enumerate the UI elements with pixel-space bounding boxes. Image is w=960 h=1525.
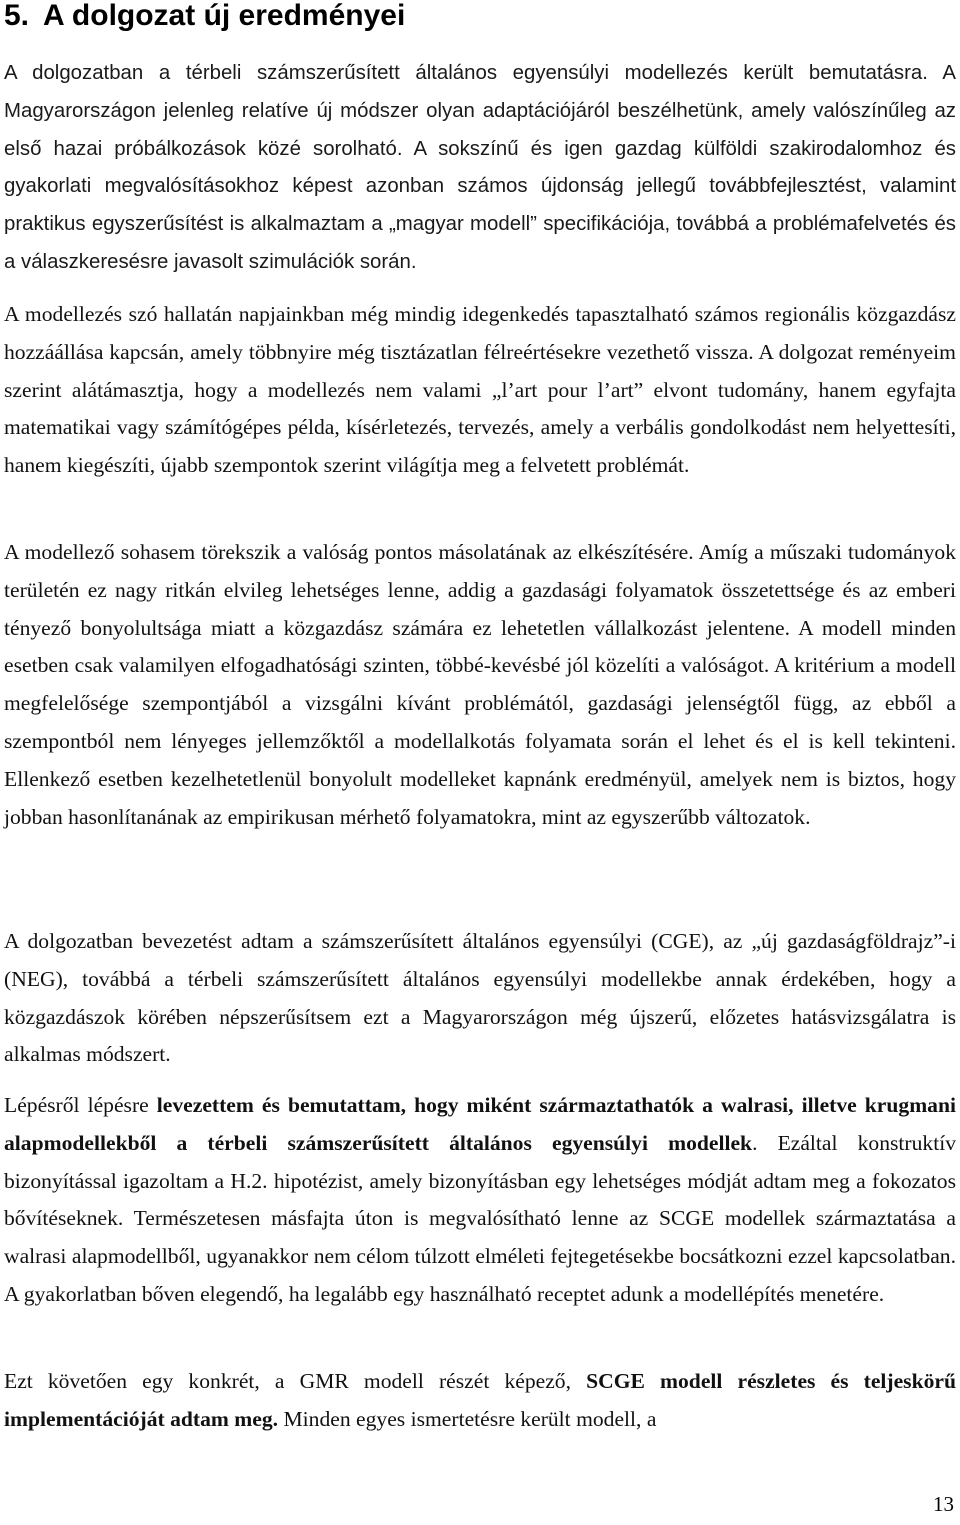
paragraph-4: A dolgozatban bevezetést adtam a számszerűsített általános egyensúlyi (CGE), az „új gazdaságföldrajz”-i (NEG), továbbá a térbeli számszerűsített általános egyensúlyi modellekbe annak érdekében, hogy a közgazdászok körében népszerűsítsem ezt a Magyarországon még újszerű, előzetes hatásvizsgálatra is alkalmas módszert. bbox=[4, 929, 956, 1067]
paragraph-1-part-1: A dolgozatban a térbeli számszerűsített általános egyensúlyi modellezés került bemutatásra. A Magyarországon jelenleg relatíve új módszer olyan adaptációjáról beszélhetünk, amely valószínűleg az első hazai próbálkozások közé sorolható. bbox=[4, 62, 956, 160]
section-title: A dolgozat új eredményei bbox=[43, 0, 406, 32]
section-number: 5. bbox=[4, 0, 30, 32]
paragraph-5-bold: levezettem és bemutattam, hogy miként származtathatók a walrasi, illetve krugmani alapmodellekből a térbeli számszerűsített általános egyensúlyi modellek bbox=[4, 1093, 956, 1155]
page-number: 13 bbox=[933, 1492, 954, 1516]
paragraph-6-bold: SCGE modell részletes és teljeskörű implementációját adtam meg. bbox=[4, 1369, 956, 1431]
paragraph-6 bbox=[4, 1363, 956, 1439]
paragraph-6-rest: Minden egyes ismertetésre került modell, a bbox=[278, 1406, 657, 1431]
paragraph-5 bbox=[4, 1087, 956, 1314]
section-heading bbox=[4, 0, 405, 34]
paragraph-1-part-2: A sokszínű és igen gazdag külföldi szakirodalomhoz és gyakorlati megvalósításokhoz képest azonban számos újdonság jellegű továbbfejlesztést, valamint praktikus egyszerűsítést is alkalmaztam a „magyar modell” specifikációja, továbbá a problémafelvetés és a válaszkeresésre javasolt szimulációk során. bbox=[4, 137, 956, 273]
paragraph-5-lead: Lépésről lépésre bbox=[4, 1093, 157, 1117]
paragraph-3: A modellező sohasem törekszik a valóság pontos másolatának az elkészítésére. Amíg a műszaki tudományok területén ez nagy ritkán elvileg lehetséges lenne, addig a gazdasági folyamatok összetettsége és az emberi tényező bonyolultsága miatt a közgazdász számára ez lehetetlen vállalkozást jelentene. A modell minden esetben csak valamilyen elfogadhatósági szinten, többé-kevésbé jól közelíti a valóságot. A kritérium a modell megfelelősége szempontjából a vizsgálni kívánt problémától, gazdasági jelenségtől függ, az ebből a szempontból nem lényeges jellemzőktől a modellalkotás folyamata során el lehet és el is kell tekinteni. Ellenkező esetben kezelhetetlenül bonyolult modelleket kapnánk eredményül, amelyek nem is biztos, hogy jobban hasonlítanának az empirikusan mérhető folyamatokra, mint az egyszerűbb változatok. bbox=[4, 540, 956, 829]
paragraph-2-part-2: A dolgozat reményeim szerint alátámasztja, hogy a modellezés nem valami „l’art pour l’art” elvont tudomány, hanem egyfajta matematikai vagy számítógépes példa, kísérletezés, tervezés, amely a verbális gondolkodást nem helyettesíti, hanem kiegészíti, újabb szempontok szerint világítja meg a felvetett problémát. bbox=[4, 339, 956, 478]
paragraph-5-rest: . Ezáltal konstruktív bizonyítással igazoltam a H.2. hipotézist, amely bizonyításban egy lehetséges módját adtam meg a fokozatos bővítéseknek. Természetesen másfajta úton is megvalósítható lenne az SCGE modellek származtatása a walrasi alapmodellből, ugyanakkor nem célom túlzott elméleti fejtegetésekbe bocsátkozni ezzel kapcsolatban. A gyakorlatban bőven elegendő, ha legalább egy használható receptet adunk a modellépítés menetére. bbox=[4, 1130, 957, 1306]
paragraph-6-lead: Ezt követően egy konkrét, a GMR modell részét képező, bbox=[4, 1369, 587, 1393]
paragraph-2 bbox=[4, 296, 956, 485]
paragraph-2-part-1: A modellezés szó hallatán napjainkban még mindig idegenkedés tapasztalható számos regionális közgazdász hozzáállása kapcsán, amely többnyire még tisztázatlan félreértésekre vezethető vissza. bbox=[4, 302, 956, 364]
paragraph-1 bbox=[4, 55, 956, 282]
